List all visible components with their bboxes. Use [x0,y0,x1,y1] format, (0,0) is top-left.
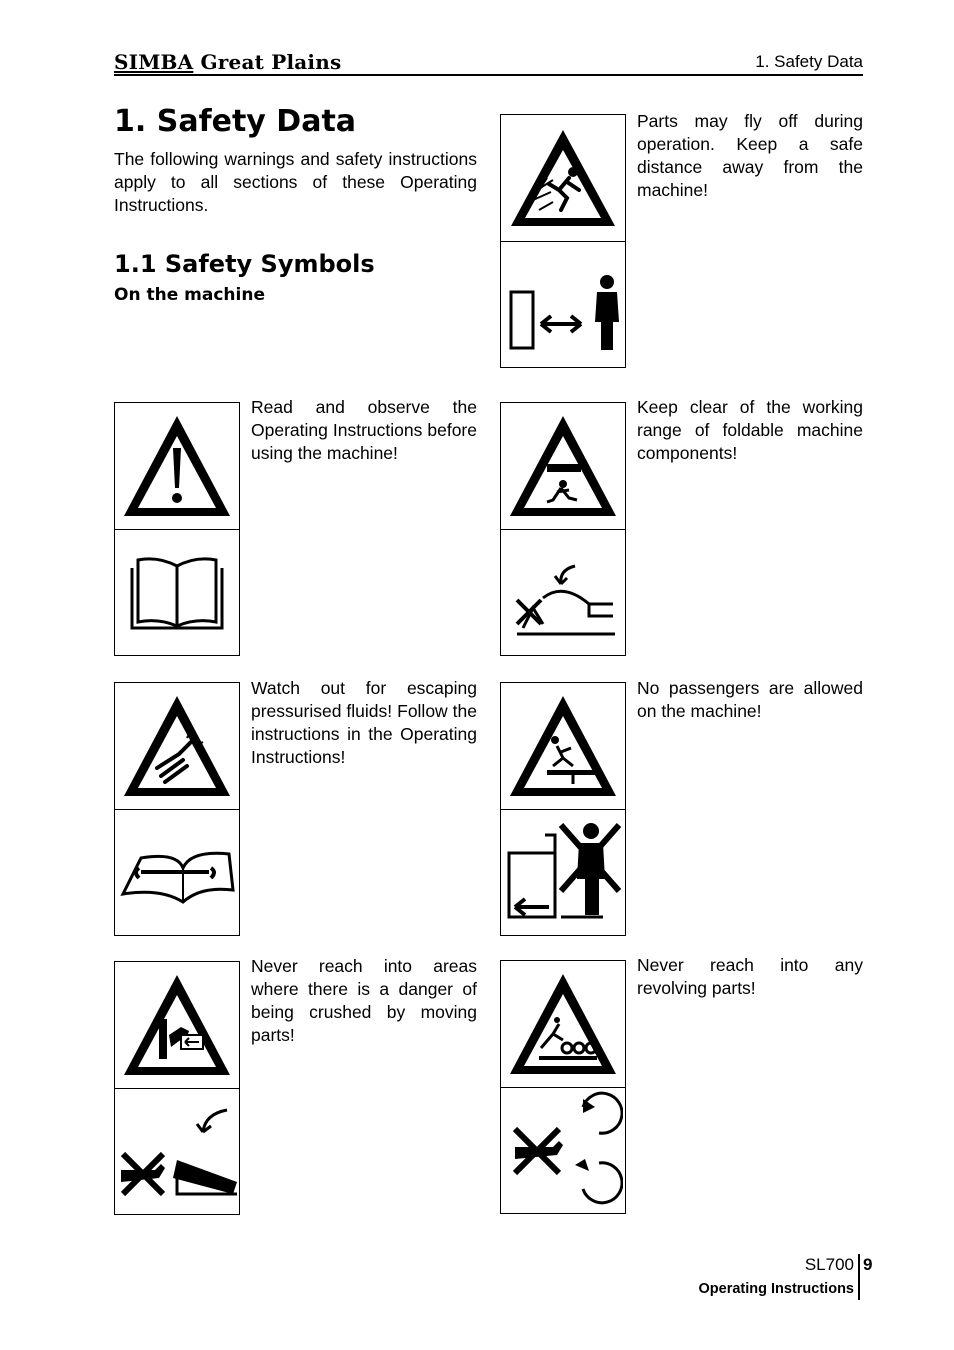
header-section: 1. Safety Data [755,52,863,71]
symbol-text: Never reach into any revolving parts! [637,955,863,998]
footer-divider [858,1254,860,1300]
safe-distance-icon [503,250,623,360]
symbol-card [114,682,240,936]
no-reach-rotating-icon [503,1089,623,1213]
symbol-text: Watch out for escaping pressurised fluids! Follow the instructions in the Operating Instructions! [251,678,477,767]
symbol-text: Read and observe the Operating Instructions before using the machine! [251,397,477,463]
flying-parts-icon [503,118,623,238]
symbol-card [114,402,240,656]
revolving-parts-icon [503,964,623,1084]
no-passenger-icon [503,815,623,930]
footer-doc-title: Operating Instructions [698,1281,854,1297]
symbol-card [114,961,240,1215]
service-manual-icon [117,828,237,918]
folding-crush-icon [503,406,623,526]
symbol-card [500,402,626,656]
pressurised-fluid-icon [117,686,237,806]
symbol-card [500,682,626,936]
brand-great-plains: Great Plains [200,50,342,74]
crush-hand-icon [117,965,237,1085]
no-reach-crush-icon [115,1102,239,1202]
header-rule [114,74,863,76]
exclamation-icon [117,406,237,526]
folding-arm-icon [503,538,623,648]
symbol-text: Never reach into areas where there is a danger of being crushed by moving parts! [251,956,477,1045]
symbol-text: Keep clear of the working range of foldable machine components! [637,397,863,463]
subsection-title: On the machine [114,285,265,305]
footer-model: SL700 [804,1255,854,1274]
symbol-text: Parts may fly off during operation. Keep a safe distance away from the machine! [637,111,863,200]
falling-person-icon [503,686,623,806]
intro-text: The following warnings and safety instructions apply to all sections of these Operating Instructions. [114,149,477,215]
page-title: 1. Safety Data [114,104,357,139]
manual-book-icon [122,548,232,638]
symbol-card [500,960,626,1214]
page-number: 9 [863,1255,873,1274]
brand-logo [114,50,341,74]
symbol-text: No passengers are allowed on the machine! [637,678,863,721]
symbol-card [500,114,626,368]
brand-simba: SIMBA [114,50,194,74]
section-title: 1.1 Safety Symbols [114,250,375,278]
